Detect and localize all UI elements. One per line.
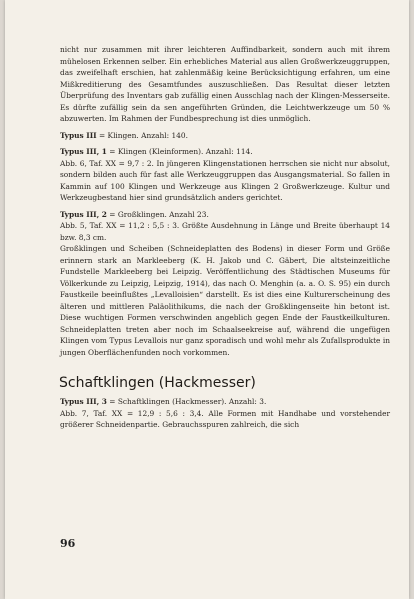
paragraph-abb5: Abb. 5, Taf. XX = 11,2 : 5,5 : 3. Größte Ausdehnung in Länge und Breite überhaupt 14 bzw. 8,3 cm.	[60, 221, 390, 242]
typus-iii-label: Typus III	[60, 130, 97, 140]
typus-iii-2-label: Typus III, 2	[60, 209, 107, 219]
document-page	[5, 0, 409, 599]
typus-iii-3-line	[60, 396, 390, 408]
typus-iii-3-text: = Schaftklingen (Hackmesser). Anzahl: 3.	[109, 397, 267, 406]
typus-iii-text: = Klingen. Anzahl: 140.	[99, 130, 188, 140]
page-number: 96	[60, 537, 76, 550]
typus-iii-1-line	[60, 146, 390, 158]
text-body	[60, 44, 390, 431]
typus-iii-2-line	[60, 209, 390, 221]
typus-iii-1-label: Typus III, 1	[60, 147, 107, 156]
paragraph-abb7: Abb. 7, Taf. XX = 12,9 : 5,6 : 3,4. Alle Formen mit Handhabe und vorstehender größerer Schneidenpartie. Gebrauchsspuren zahlreich, die sich	[60, 408, 390, 429]
paragraph-intro: nicht nur zusammen mit ihrer leichteren Auffindbarkeit, sondern auch mit ihrem mühelosen Erkennen selber. Ein erhebliches Material aus allen Großwerkzeuggruppen, das zweifelhaft erschien, hat zahlenmäßig keine Berücksichtigung erfahren, um eine Mißkreditierung des Gesamtfundes auszuschließen. Das Resultat dieser letzten Überprüfung des Inventars gab zufällig einen Ausschlag nach der Klingen-Messerseite. Es dürfte zufällig sein da sen angeführten Gründen, die Leichtwerkzeuge um 50 % abzuwerten. Im Rahmen der Fundbesprechung ist dies unmöglich.	[60, 45, 390, 123]
section-heading: Schaftklingen (Hackmesser)	[59, 375, 256, 391]
typus-iii-1-text: = Klingen (Kleinformen). Anzahl: 114.	[109, 147, 253, 156]
typus-iii-line	[60, 130, 390, 142]
typus-iii-2-text: = Großklingen. Anzahl 23.	[109, 209, 209, 219]
paragraph-abb6: Abb. 6, Taf. XX = 9,7 : 2. In jüngeren Klingenstationen herrschen sie nicht nur absolut, sondern bilden auch für fast alle Werkzeuggruppen das Ausgangsmaterial. So fallen in Kammin auf 100 Klingen und Werkzeuge aus Klingen 2 Großwerkzeuge. Kultur und Werkzeugbestand hier sind grundsätzlich anders gerichtet.	[60, 158, 390, 202]
typus-iii-3-label: Typus III, 3	[60, 397, 107, 406]
paragraph-grossklingen: Großklingen und Scheiben (Schneideplatten des Bodens) in dieser Form und Größe erinnern stark an Markleeberg (K. H. Jakob und C. Gäbert, Die altsteinzeitliche Fundstelle Markleeberg bei Leipzig. Veröffentlichung des Städtischen Museums für Völkerkunde zu Leipzig, Leipzig, 1914), das nach O. Menghin (a. a. O. S. 95) ein durch Faustkeile beeinflußtes „Levalloisien“ darstellt. Es ist dies eine Kulturerscheinung des älteren und mittleren Paläolithikums, die nach der Großklingenseite hin betont ist. Diese wuchtigen Formen verschwinden angeblich gegen Ende der Faustkeilkulturen. Schneideplatten treten aber noch im Schaalseekreise auf, während die ungefügen Klingen vom Typus Levallois nur ganz sporadisch und wohl mehr als Zufallsprodukte in jungen Oberflächenfunden noch vorkommen.	[60, 244, 390, 357]
